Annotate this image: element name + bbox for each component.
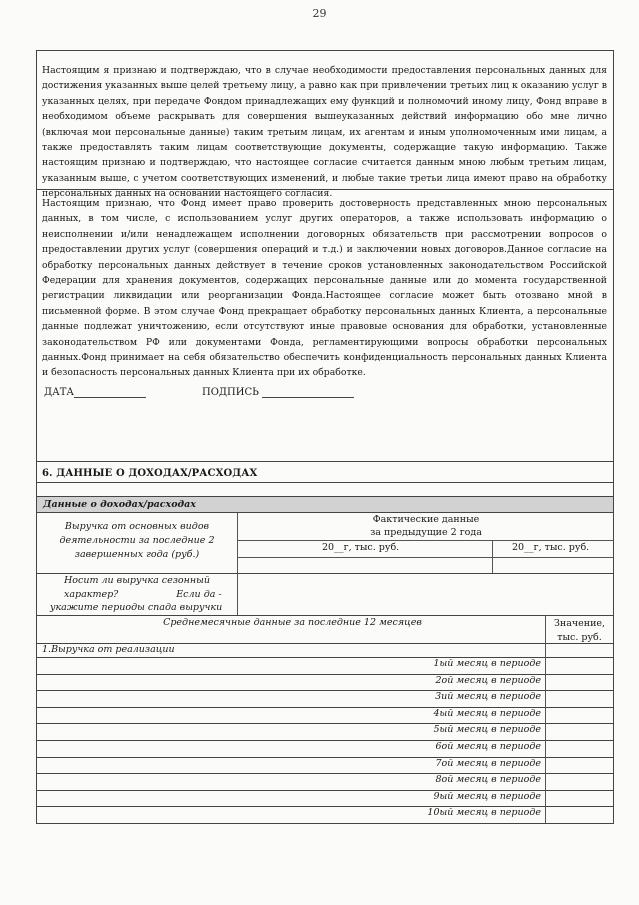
month-value-field[interactable] [546,741,613,756]
monthly-header: Среднемесячные данные за последние 12 месяцев [163,617,422,628]
month-value-field[interactable] [546,791,613,806]
actual-data-header: Фактические данные за предыдущие 2 года [370,514,482,538]
date-line[interactable] [74,397,146,398]
revenue-row-label: 1.Выручка от реализации [42,644,175,655]
month-row-label: 4ый месяц в периоде [433,707,541,719]
month-row-label: 6ой месяц в периоде [435,741,541,752]
month-value-field[interactable] [546,774,613,789]
month-value-field[interactable] [546,658,613,673]
month-row-label: 7ой месяц в периоде [435,757,541,769]
seasonal-answer-field[interactable] [238,574,613,615]
signature-line[interactable] [262,397,354,398]
signature-label: ПОДПИСЬ [202,387,259,398]
section-title: 6. ДАННЫЕ О ДОХОДАХ/РАСХОДАХ [42,468,258,479]
consent-paragraph-third-parties: Настоящим я признаю и подтверждаю, что в случае необходимости предоставления персональных данных для достижения указанных выше целей третьему лицу, а равно как при привлечении третьих лиц к оказанию услуг в указанных целях, при передаче Фондом принадлежащих ему функций и полномочий иному лицу, Фонд вправе в необходимом объеме раскрывать для совершения вышеуказанных действий информацию обо мне лично (включая мои персональные данные) таким третьим лицам, их агентам и иным уполномоченным ими лицам, а также предоставлять таким лицам соответствующие документы, содержащие такую информацию. Также настоящим признаю и подтверждаю, что настоящее согласие считается данным мною любым третьим лицам, указанным выше, с учетом соответствующих изменений, и любые такие третьи лица имеют право на обработку персональных данных на основании настоящего согласия. [42,65,607,200]
divider [36,189,614,190]
month-value-field[interactable] [546,708,613,723]
month-row-label: 9ый месяц в периоде [433,790,541,802]
page-number: 29 [312,7,327,20]
year-1-value[interactable] [238,558,492,573]
year-1-label: 20__г, тыс. руб. [322,542,400,553]
month-value-field[interactable] [546,758,613,773]
month-row-label: 1ый месяц в периоде [433,658,541,669]
divider [238,540,614,541]
month-row-label: 10ый месяц в периоде [427,807,541,819]
divider [36,461,614,462]
date-field[interactable] [44,387,146,398]
year-2-value[interactable] [493,558,613,573]
month-row-label: 2ой месяц в периоде [435,674,541,686]
value-header: Значение, тыс. руб. [553,618,606,643]
month-value-field[interactable] [546,807,613,822]
revenue-2y-label: Выручка от основных видов деятельности за последние 2 завершенных года (руб.) [59,521,215,560]
divider [36,615,614,616]
consent-paragraph-verification: Настоящим признаю, что Фонд имеет право проверить достоверность представленных мною персональных данных, в том числе, с использованием услуг других операторов, а также использовать информацию о неисполнении и/или ненадлежащем исполнении договорных обязательств при рассмотрении вопросов о предоставлении других услуг (совершения операций и т.д.) и заключении новых договоров.Данное согласие на обработку персональных данных действует в течение сроков установленных законодательством Российской Федерации для хранения документов, содержащих персональные данные или до момента государственной регистрации ликвидации или реорганизации Фонда.Настоящее согласие может быть отозвано мной в письменной форме. В этом случае Фонд прекращает обработку персональных данных Клиента, а персональные данные подлежат уничтожению, если отсутствуют иные правовые основания для обработки, установленные законодательством РФ или документами Фонда, регламентирующими вопросы обработки персональных данных.Фонд принимает на себя обязательство обеспечить конфиденциальность персональных данных Клиента и безопасность персональных данных Клиента при их обработке. [42,198,607,379]
year-2-label: 20__г, тыс. руб. [512,542,590,553]
month-row-label: 3ий месяц в периоде [435,691,541,703]
date-label: ДАТА [44,387,74,398]
divider [36,482,614,483]
month-value-field[interactable] [546,691,613,706]
month-row-label: 5ый месяц в периоде [433,724,541,736]
section-subheader: Данные о доходах/расходах [37,497,613,512]
month-value-field[interactable] [546,724,613,739]
divider [36,823,614,824]
month-value-field[interactable] [546,675,613,690]
signature-field[interactable] [202,387,354,398]
month-row-label: 8ой месяц в периоде [435,774,541,786]
seasonal-question: Носит ли выручка сезонный характер? Если да - укажите периоды спада выручки [50,575,223,613]
